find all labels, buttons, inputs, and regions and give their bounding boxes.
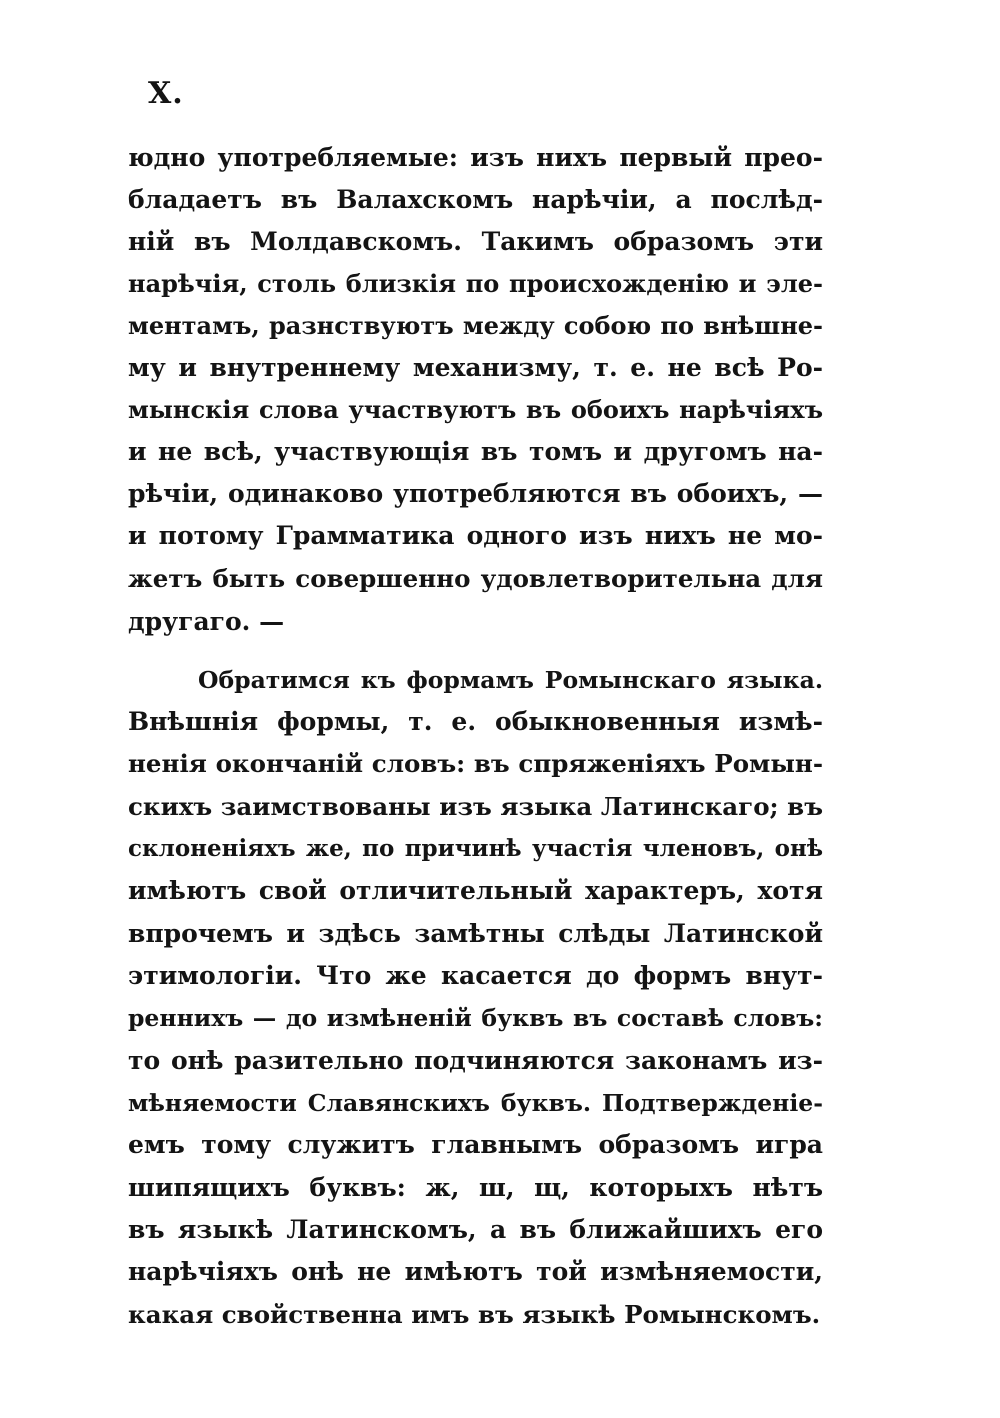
text-line: скихъ заимствованы изъ языка Латинскаго; въ [128, 792, 823, 821]
text-line: нарѣчія, столь близкія по происхожденію и эле- [128, 269, 823, 298]
text-line: емъ тому служитъ главнымъ образомъ игра [128, 1130, 823, 1159]
text-line: и потому Грамматика одного изъ нихъ не мо- [128, 521, 823, 550]
text-line: Внѣшнія формы, т. е. обыкновенныя измѣ- [128, 707, 823, 736]
text-line: реннихъ — до измѣненій буквъ въ составѣ словъ: [128, 1004, 823, 1032]
page-number: X. [148, 76, 184, 111]
text-line: шипящихъ буквъ: ж, ш, щ, которыхъ нѣтъ [128, 1173, 823, 1202]
text-line: и не всѣ, участвующія въ томъ и другомъ на- [128, 437, 823, 466]
text-line: впрочемъ и здѣсь замѣтны слѣды Латинской [128, 919, 823, 948]
text-line: какая свойственна имъ въ языкѣ Ромынскомъ. [128, 1300, 821, 1329]
text-line: ній въ Молдавскомъ. Такимъ образомъ эти [128, 227, 823, 256]
text-line: въ языкѣ Латинскомъ, а въ ближайшихъ его [128, 1215, 823, 1244]
text-line: рѣчіи, одинаково употребляются въ обоихъ, — [128, 479, 823, 508]
text-line: этимологіи. Что же касается до формъ внут- [128, 961, 823, 990]
text-line: бладаетъ въ Валахскомъ нарѣчіи, а послѣд- [128, 185, 823, 214]
text-line: Обратимся къ формамъ Ромынскаго языка. [198, 666, 823, 694]
text-line: другаго. — [128, 607, 285, 636]
text-line: мѣняемости Славянскихъ буквъ. Подтвержденіе- [128, 1089, 823, 1117]
text-line: жетъ быть совершенно удовлетворительна для [128, 564, 823, 593]
text-line: му и внутреннему механизму, т. е. не всѣ Ро- [128, 353, 823, 382]
text-line: склоненіяхъ же, по причинѣ участія членовъ, онѣ [128, 835, 823, 862]
text-line: имѣютъ свой отличительный характеръ, хотя [128, 876, 823, 905]
text-line: то онѣ разительно подчиняются законамъ из- [128, 1046, 823, 1075]
text-line: нарѣчіяхъ онѣ не имѣютъ той измѣняемости, [128, 1257, 823, 1286]
text-line: мынскія слова участвуютъ въ обоихъ нарѣчіяхъ [128, 395, 823, 424]
text-line: юдно употребляемые: изъ нихъ первый прео- [128, 143, 823, 172]
text-line: ментамъ, разнствуютъ между собою по внѣшне- [128, 311, 823, 340]
text-line: ненія окончаній словъ: въ спряженіяхъ Ромын- [128, 749, 823, 778]
